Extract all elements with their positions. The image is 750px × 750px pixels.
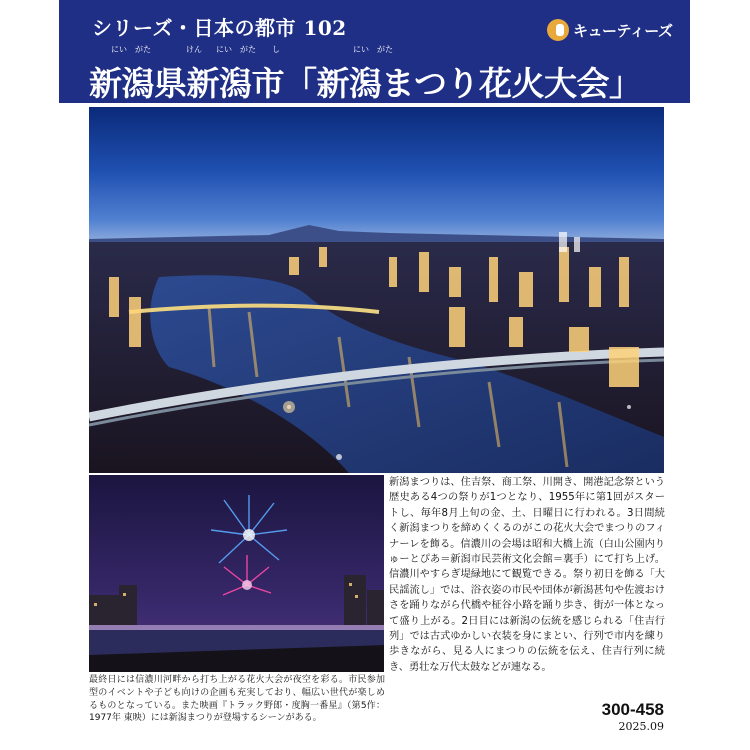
brand-name: キューティーズ: [573, 21, 673, 40]
article-body: 新潟まつりは、住吉祭、商工祭、川開き、開港記念祭という歴史ある4つの祭りが1つとなり、1955年に第1回がスタートし、毎年8月上旬の金、土、日曜日に行われる。3日間続く新潟まつりを締めくくるのがこの花火大会でまつりのフィナーレを飾る。信濃川の会場は昭和大橋上流（白山公園内りゅーとぴあ＝新潟市民芸術文化会館＝裏手）にて打ち上げ。信濃川やすらぎ堤緑地にて観覧できる。祭り初日を飾る「大民謡流し」では、浴衣姿の市民や団体が新潟甚句や佐渡おけさを踊りながら代橋や柾谷小路を踊り歩き、街が一体となって盛り上がる。2日目には新潟の伝統を感じられる「住吉行列」では古式ゆかしい衣装を身にまとい、行列で市内を練り歩きながら、見る人にまつりの伝統を伝え、住吉行列に続き、勇壮な万代太鼓などが連なる。: [389, 477, 665, 673]
brand-mark-icon: [547, 19, 569, 41]
header-banner: [59, 0, 690, 103]
product-code: 300-458: [601, 700, 664, 719]
brand-logo: [547, 14, 673, 46]
main-photo: [89, 107, 664, 473]
ruby-niigata-2: にい がた: [353, 45, 393, 54]
series-label: シリーズ・日本の都市 102: [92, 16, 347, 40]
ruby-ken: けん: [186, 45, 202, 54]
page-title: 新潟県新潟市「新潟まつり花火大会」: [89, 64, 642, 103]
fireworks-photo: [89, 475, 384, 672]
niigata-night-cityscape-icon: [89, 107, 664, 473]
photo-caption: 最終日には信濃川河畔から打ち上がる花火大会が夜空を彩る。市民参加型のイベントや子ども向けの企画も充実しており、幅広い世代が楽しめるものとなっている。また映画『トラック野郎・度胸一番星』（第5作：1977年 東映）には新潟まつりが登場するシーンがある。: [89, 675, 385, 724]
issue-date: 2025.09: [618, 720, 664, 733]
ruby-niigata-shi: にい がた し: [216, 45, 280, 54]
fireworks-over-river-icon: [89, 475, 384, 672]
ruby-niigata-1: にい がた: [111, 45, 151, 54]
